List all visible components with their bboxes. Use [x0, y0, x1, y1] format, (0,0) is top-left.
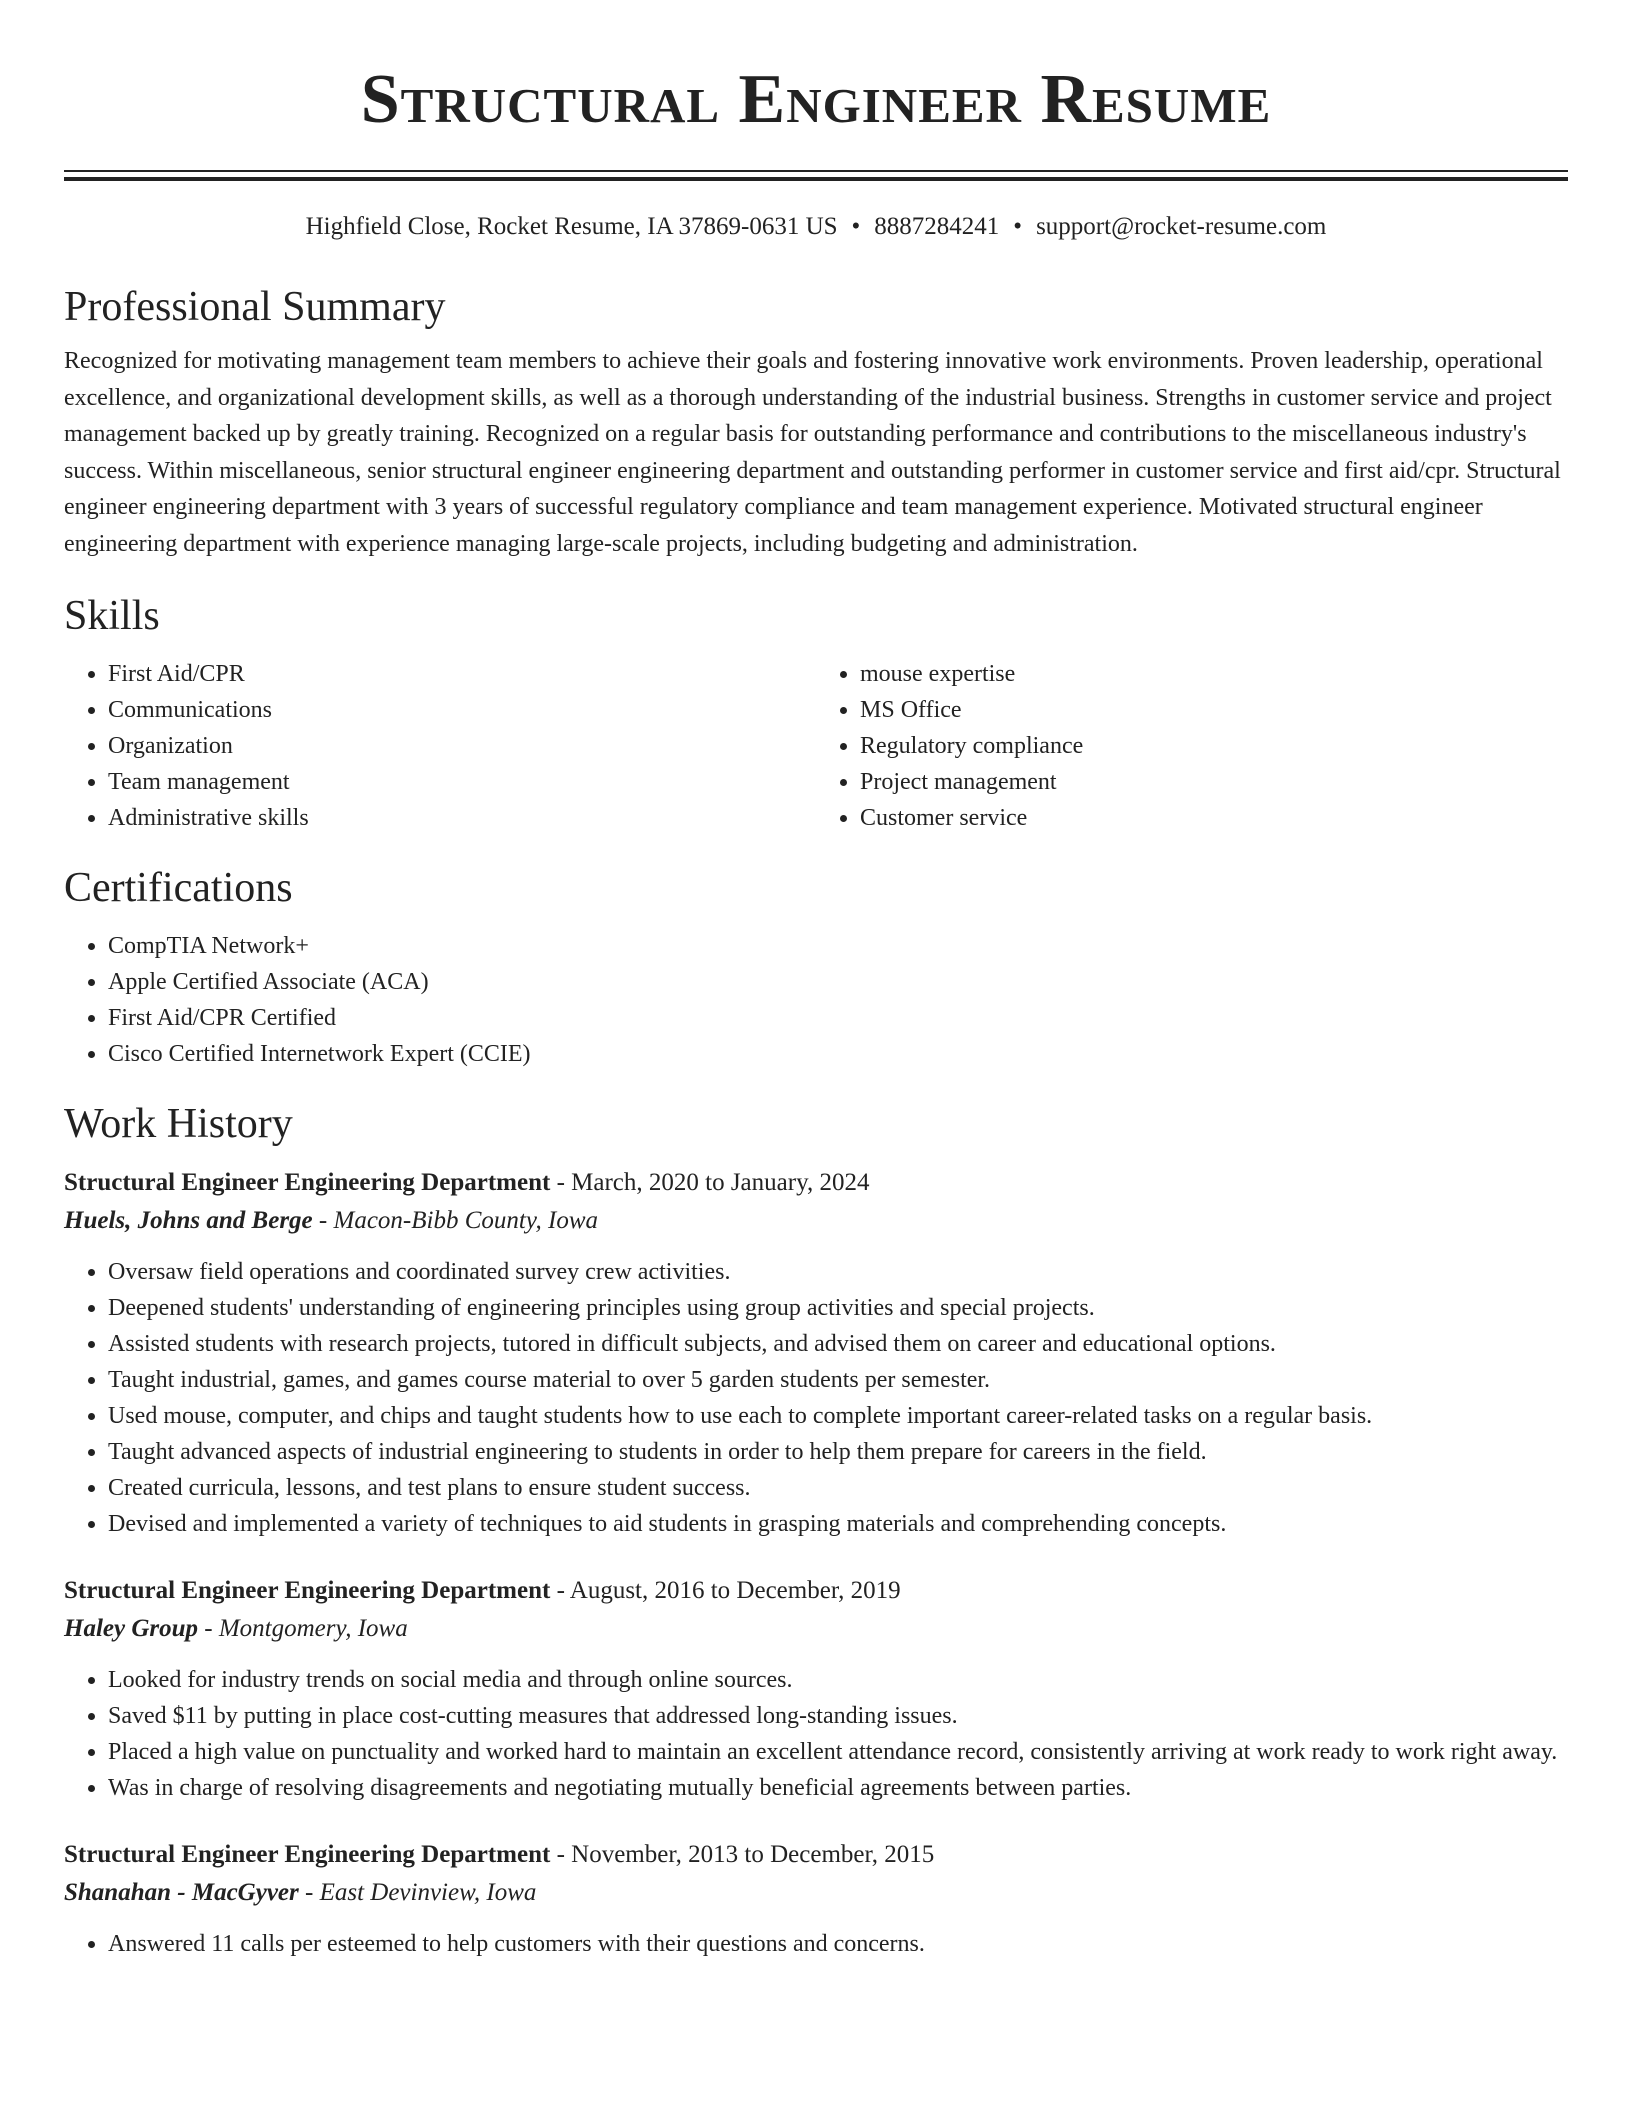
job-bullet: • Taught industrial, games, and games course material to over 5 garden students per semester.: [108, 1362, 1568, 1398]
job-bullet: • Answered 11 calls per esteemed to help customers with their questions and concerns.: [108, 1926, 1568, 1962]
contact-separator: •: [1013, 213, 1023, 240]
contact-line: [64, 211, 1568, 243]
contact-address: Highfield Close, Rocket Resume, IA 37869-0631 US: [305, 213, 838, 240]
job-bullet: • Assisted students with research projects, tutored in difficult subjects, and advised them on career and educational options.: [108, 1326, 1568, 1362]
job-role: Structural Engineer Engineering Department: [64, 1169, 551, 1196]
skill-item: • Communications: [108, 692, 816, 728]
resume-page: [64, 0, 1568, 1962]
page-title: Structural Engineer Resume: [360, 61, 1272, 138]
certifications-list: [64, 928, 1568, 1072]
skills-columns: [64, 656, 1568, 836]
job-header: [64, 1164, 1568, 1202]
job-bullet: • Devised and implemented a variety of techniques to aid students in grasping materials and comprehending concepts.: [108, 1506, 1568, 1542]
skill-item: • mouse expertise: [860, 656, 1568, 692]
job-bullets: [64, 1254, 1568, 1542]
job-company: Huels, Johns and Berge: [64, 1207, 313, 1234]
job-location: - Macon-Bibb County, Iowa: [312, 1207, 599, 1234]
job-company: Shanahan - MacGyver: [64, 1879, 299, 1906]
contact-phone: 8887284241: [874, 213, 1000, 240]
job-bullet: • Looked for industry trends on social media and through online sources.: [108, 1662, 1568, 1698]
certification-item: • CompTIA Network+: [108, 928, 1568, 964]
work-history-heading: Work History: [64, 1101, 293, 1147]
job-entry: [64, 1836, 1568, 1962]
contact-email: support@rocket-resume.com: [1036, 213, 1327, 240]
job-bullet: • Saved $11 by putting in place cost-cutting measures that addressed long-standing issues.: [108, 1698, 1568, 1734]
job-bullet: • Was in charge of resolving disagreements and negotiating mutually beneficial agreements between parties.: [108, 1770, 1568, 1806]
skill-item: • Organization: [108, 728, 816, 764]
job-entry: [64, 1572, 1568, 1806]
skill-item: • Team management: [108, 764, 816, 800]
job-dates: - November, 2013 to December, 2015: [550, 1841, 935, 1868]
skill-item: • MS Office: [860, 692, 1568, 728]
skill-item: • Project management: [860, 764, 1568, 800]
job-header: [64, 1836, 1568, 1874]
certification-item: • Cisco Certified Internetwork Expert (CCIE): [108, 1036, 1568, 1072]
job-bullet: • Placed a high value on punctuality and worked hard to maintain an excellent attendance record, consistently arriving at work ready to work right away.: [108, 1734, 1568, 1770]
job-location: - Montgomery, Iowa: [198, 1615, 408, 1642]
certification-item: • Apple Certified Associate (ACA): [108, 964, 1568, 1000]
job-company-line: [64, 1202, 1568, 1240]
job-company-line: [64, 1610, 1568, 1648]
job-bullet: • Used mouse, computer, and chips and taught students how to use each to complete important career-related tasks on a regular basis.: [108, 1398, 1568, 1434]
title-divider: [64, 170, 1568, 181]
job-role: Structural Engineer Engineering Department: [64, 1841, 551, 1868]
job-location: - East Devinview, Iowa: [298, 1879, 537, 1906]
skill-item: • First Aid/CPR: [108, 656, 816, 692]
job-dates: - March, 2020 to January, 2024: [550, 1169, 870, 1196]
summary-heading: Professional Summary: [64, 284, 446, 330]
job-bullet: • Taught advanced aspects of industrial engineering to students in order to help them prepare for careers in the field.: [108, 1434, 1568, 1470]
job-role: Structural Engineer Engineering Department: [64, 1577, 551, 1604]
job-bullets: [64, 1662, 1568, 1806]
job-company-line: [64, 1874, 1568, 1912]
contact-separator: •: [851, 213, 861, 240]
summary-text: Recognized for motivating management team members to achieve their goals and fostering innovative work environments. Proven leadership, operational excellence, and organizational development skills, as well as a thorough understanding of the industrial business. Strengths in customer service and project management backed up by greatly training. Recognized on a regular basis for outstanding performance and contributions to the miscellaneous industry's success. Within miscellaneous, senior structural engineer engineering department and outstanding performer in customer service and first aid/cpr. Structural engineer engineering department with 3 years of successful regulatory compliance and team management experience. Motivated structural engineer engineering department with experience managing large-scale projects, including budgeting and administration.: [64, 348, 1561, 557]
skills-list-right: [816, 656, 1568, 836]
skill-item: • Regulatory compliance: [860, 728, 1568, 764]
job-company: Haley Group: [64, 1615, 199, 1642]
job-bullet: • Oversaw field operations and coordinated survey crew activities.: [108, 1254, 1568, 1290]
job-header: [64, 1572, 1568, 1610]
job-entry: [64, 1164, 1568, 1542]
skill-item: • Administrative skills: [108, 800, 816, 836]
job-bullet: • Created curricula, lessons, and test plans to ensure student success.: [108, 1470, 1568, 1506]
job-bullets: [64, 1926, 1568, 1962]
job-dates: - August, 2016 to December, 2019: [550, 1577, 901, 1604]
skills-heading: Skills: [64, 593, 160, 639]
certification-item: • First Aid/CPR Certified: [108, 1000, 1568, 1036]
certifications-heading: Certifications: [64, 865, 293, 911]
skills-list-left: [64, 656, 816, 836]
job-bullet: • Deepened students' understanding of engineering principles using group activities and special projects.: [108, 1290, 1568, 1326]
skill-item: • Customer service: [860, 800, 1568, 836]
